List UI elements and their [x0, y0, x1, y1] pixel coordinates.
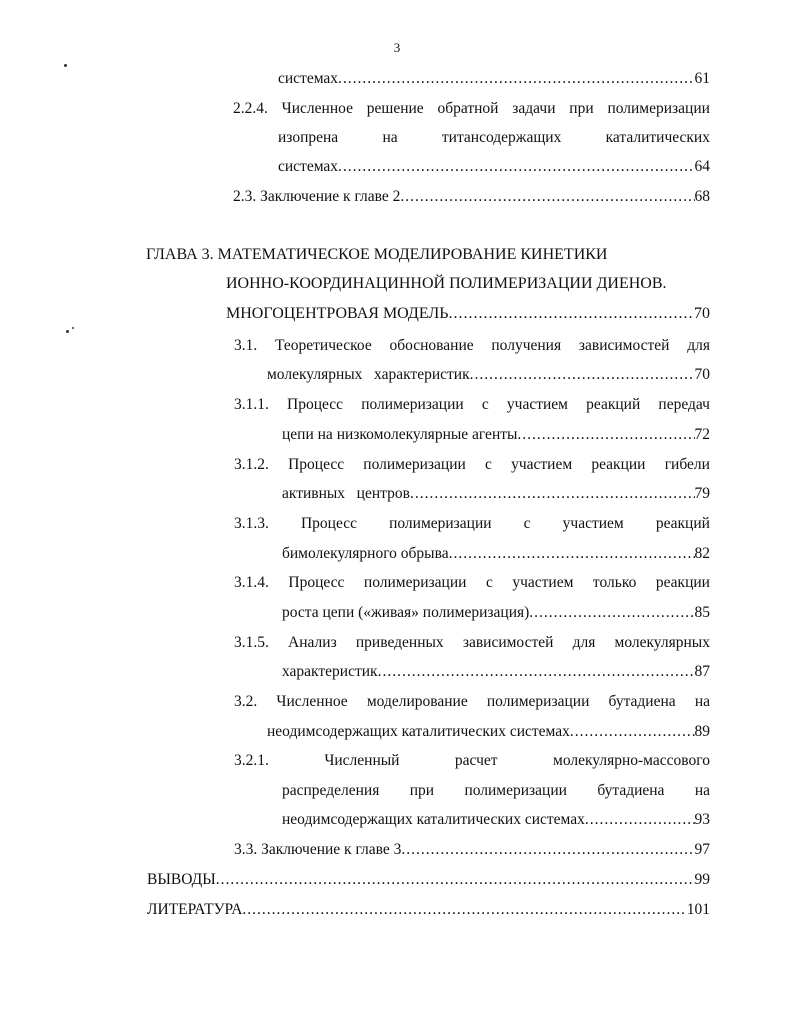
toc-entry-word: молекулярных — [614, 634, 710, 651]
toc-entry — [234, 839, 710, 861]
toc-leader-dots — [216, 869, 695, 891]
toc-entry-word: решение — [366, 100, 424, 117]
toc-entry-page: 82 — [694, 545, 710, 562]
toc-entry-page: 93 — [694, 811, 710, 828]
toc-leader-dots — [410, 483, 695, 505]
toc-entry-word: задачи — [512, 100, 556, 117]
toc-entry — [278, 156, 710, 178]
toc-entry-word: для — [572, 634, 596, 651]
toc-entry-word: реакций — [655, 515, 710, 532]
toc-entry-word: бутадиена — [597, 782, 665, 799]
toc-entry-page: 87 — [694, 663, 710, 680]
toc-entry-title: системах — [278, 158, 339, 175]
toc-entry-word: зависимостей — [578, 337, 670, 354]
toc-entry-word: изопрена — [278, 129, 339, 146]
toc-entry-word: 3.1.4. — [234, 574, 269, 591]
toc-entry — [234, 691, 710, 713]
toc-entry-title: молекулярных характеристик — [267, 366, 470, 383]
toc-entry-word: реакции — [655, 574, 710, 591]
toc-entry — [234, 394, 710, 416]
toc-entry-word: Процесс — [288, 456, 345, 473]
toc-entry — [226, 303, 710, 325]
toc-entry-word: 3.1.5. — [234, 634, 269, 651]
toc-entry-word: полимеризации — [389, 515, 492, 532]
toc-entry — [234, 513, 710, 535]
toc-entry-page: 79 — [694, 485, 710, 502]
toc-entry-word: полимеризации — [363, 456, 466, 473]
toc-entry-word: полимеризации — [486, 693, 590, 710]
toc-entry-page: 89 — [694, 723, 710, 740]
toc-leader-dots — [517, 424, 694, 446]
toc-entry-title: цепи на низкомолекулярные агенты — [282, 426, 518, 443]
toc-entry-word: моделирование — [366, 693, 468, 710]
toc-entry — [282, 543, 710, 565]
toc-entry-word: бутадиена — [608, 693, 676, 710]
toc-entry — [282, 483, 710, 505]
toc-entry-word: 3.1.3. — [234, 515, 269, 532]
toc-entry-title: ВЫВОДЫ — [147, 871, 216, 888]
toc-leader-dots — [570, 721, 695, 743]
toc-entry — [278, 127, 710, 149]
toc-entry-word: обоснование — [389, 337, 474, 354]
toc-entry-word: Численное — [276, 693, 348, 710]
toc-entry-word: 3.2.1. — [234, 752, 269, 769]
toc-entry-word: Процесс — [300, 515, 357, 532]
toc-entry-word: участием — [562, 515, 624, 532]
toc-entry-title: неодимсодержащих каталитических системах — [267, 723, 570, 740]
toc-entry-page: 97 — [694, 841, 710, 858]
toc-entry-word: 3.2. — [234, 693, 258, 710]
scan-speck-mark — [72, 327, 74, 329]
toc-entry-word: распределения — [282, 782, 380, 799]
toc-entry-title: роста цепи («живая» полимеризация) — [282, 604, 530, 621]
toc-entry — [282, 780, 710, 802]
toc-entry — [234, 572, 710, 594]
toc-entry-word: Процесс — [287, 396, 344, 413]
toc-entry-word: расчет — [454, 752, 498, 769]
toc-entry-word: с — [485, 574, 493, 591]
toc-entry — [282, 602, 710, 624]
toc-entry-word: с — [481, 396, 489, 413]
toc-entry — [282, 424, 710, 446]
toc-entry-word: передач — [658, 396, 710, 413]
toc-leader-dots — [242, 899, 686, 921]
toc-entry-page: 68 — [694, 188, 710, 205]
toc-entry-word: Анализ — [288, 634, 337, 651]
toc-leader-dots — [449, 543, 695, 565]
chapter-heading: ИОННО-КООРДИНАЦИННОЙ ПОЛИМЕРИЗАЦИИ ДИЕНОВ. — [226, 275, 667, 292]
toc-leader-dots — [400, 186, 694, 208]
toc-entry-title: бимолекулярного обрыва — [282, 545, 449, 562]
toc-entry — [234, 454, 710, 476]
toc-entry — [147, 869, 710, 891]
toc-entry-word: 2.2.4. — [233, 100, 268, 117]
toc-entry-word: полимеризации — [607, 100, 710, 117]
toc-entry-word: Процесс — [288, 574, 345, 591]
toc-entry-title: активных центров — [282, 485, 410, 502]
toc-entry-word: с — [485, 456, 492, 473]
toc-entry-word: участием — [506, 396, 568, 413]
toc-entry-title: ЛИТЕРАТУРА — [147, 901, 243, 918]
toc-entry-title: характеристик — [282, 663, 378, 680]
toc-entry-word: получения — [491, 337, 562, 354]
toc-entry-word: молекулярно-массового — [553, 752, 710, 769]
toc-entry-word: полимеризации — [361, 396, 464, 413]
toc-entry — [233, 98, 710, 120]
toc-leader-dots — [529, 602, 694, 624]
toc-entry-word: на — [382, 129, 398, 146]
toc-entry-title: неодимсодержащих каталитических системах — [282, 811, 585, 828]
toc-entry-word: полимеризации — [464, 782, 567, 799]
toc-entry-word: 3.1.2. — [234, 456, 269, 473]
page-number: 3 — [393, 40, 401, 55]
toc-entry-word: приведенных — [355, 634, 444, 651]
toc-entry-word: Теоретическое — [275, 337, 372, 354]
toc-entry-word: Численный — [324, 752, 400, 769]
toc-entry — [267, 721, 710, 743]
toc-entry-page: 72 — [694, 426, 710, 443]
toc-entry-title: 3.3. Заключение к главе 3 — [234, 841, 402, 858]
toc-entry-title: системах — [278, 70, 339, 87]
scan-speck-mark — [66, 330, 69, 333]
toc-entry-page: 101 — [686, 901, 710, 918]
toc-entry-word: при — [409, 782, 435, 799]
chapter-heading: ГЛАВА 3. МАТЕМАТИЧЕСКОЕ МОДЕЛИРОВАНИЕ КИНЕТИКИ — [146, 246, 608, 263]
toc-entry-word: участием — [512, 574, 574, 591]
toc-entry-word: при — [569, 100, 594, 117]
toc-entry-word: каталитических — [605, 129, 710, 146]
toc-entry-word: участием — [511, 456, 573, 473]
toc-entry-page: 61 — [694, 70, 710, 87]
toc-entry-word: гибели — [664, 456, 710, 473]
toc-entry-page: 70 — [694, 366, 710, 383]
toc-entry-word: только — [592, 574, 637, 591]
toc-entry-word: реакций — [586, 396, 641, 413]
toc-entry-word: с — [523, 515, 531, 532]
toc-entry — [234, 335, 710, 357]
toc-entry-word: Численное — [281, 100, 353, 117]
toc-entry-page: 64 — [694, 158, 710, 175]
toc-entry — [234, 750, 710, 772]
toc-entry-word: полимеризации — [363, 574, 467, 591]
toc-entry-word: на — [694, 693, 710, 710]
toc-entry-page: 85 — [694, 604, 710, 621]
toc-entry-word: 3.1.1. — [234, 396, 269, 413]
toc-entry — [282, 809, 710, 831]
toc-entry — [233, 186, 710, 208]
scan-speck-mark — [64, 64, 67, 67]
toc-entry-word: зависимостей — [462, 634, 554, 651]
toc-leader-dots — [378, 661, 695, 683]
toc-leader-dots — [338, 156, 694, 178]
toc-entry — [234, 632, 710, 654]
toc-entry-word: реакции — [591, 456, 646, 473]
toc-entry-title: 2.3. Заключение к главе 2 — [233, 188, 401, 205]
toc-leader-dots — [585, 809, 695, 831]
toc-entry — [267, 364, 710, 386]
toc-leader-dots — [338, 68, 694, 90]
toc-entry — [278, 68, 710, 90]
toc-entry-page: 99 — [694, 871, 710, 888]
toc-entry-word: титансодержащих — [441, 129, 562, 146]
toc-entry — [282, 661, 710, 683]
toc-leader-dots — [401, 839, 694, 861]
toc-entry-word: на — [694, 782, 710, 799]
toc-entry-page: 70 — [694, 305, 710, 322]
toc-entry-word: 3.1. — [234, 337, 258, 354]
toc-entry-title: МНОГОЦЕНТРОВАЯ МОДЕЛЬ — [226, 305, 449, 322]
toc-entry — [147, 899, 710, 921]
toc-leader-dots — [470, 364, 695, 386]
toc-entry-word: обратной — [437, 100, 499, 117]
toc-entry-word: для — [687, 337, 710, 354]
toc-leader-dots — [448, 303, 694, 325]
